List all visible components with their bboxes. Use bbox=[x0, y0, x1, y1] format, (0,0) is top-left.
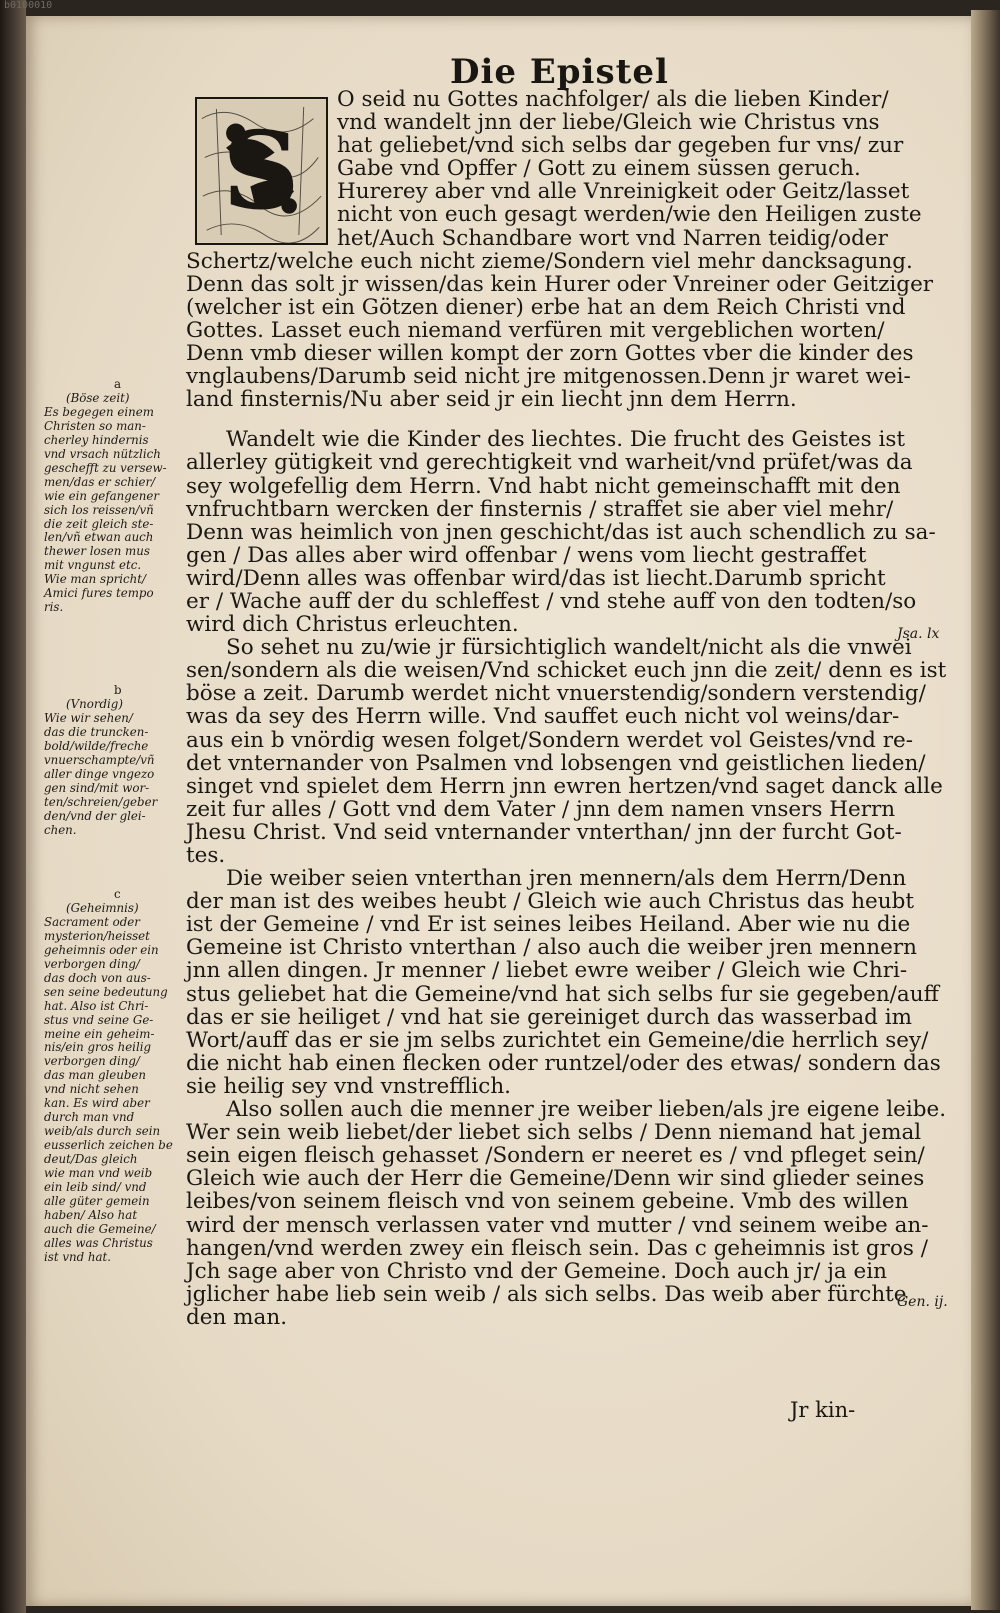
gloss-line: sen seine bedeutung bbox=[44, 984, 168, 999]
gloss-line: bold/wilde/freche bbox=[44, 738, 149, 753]
gloss-line: men/das er schier/ bbox=[44, 474, 156, 489]
gloss-line: Amici fures tempo bbox=[44, 586, 154, 601]
gloss-mark: c bbox=[114, 887, 121, 901]
gloss-line: nis/ein gros heilig bbox=[44, 1040, 152, 1055]
gloss-mark: b bbox=[114, 683, 122, 697]
text-line: vnd wandelt jnn der liebe/Gleich wie Christus vns bbox=[337, 110, 880, 136]
text-line: land finsternis/Nu aber seid jr ein liecht jnn dem Herrn. bbox=[186, 387, 797, 413]
gloss-line: durch man vnd bbox=[44, 1110, 135, 1125]
text-line: wird der mensch verlassen vater vnd mutter / vnd seinem weibe an- bbox=[186, 1212, 929, 1238]
gloss-line: wie man vnd weib bbox=[44, 1166, 153, 1181]
gloss-line: weib/als durch sein bbox=[44, 1124, 161, 1139]
text-line: vnglaubens/Darumb seid nicht jre mitgenossen.Denn jr waret wei- bbox=[186, 364, 911, 390]
book-spine bbox=[0, 0, 26, 1613]
margin-gloss-b bbox=[44, 684, 182, 837]
gloss-line: Es begegen einem bbox=[44, 404, 154, 419]
gloss-line: Sacrament oder bbox=[44, 914, 140, 929]
gloss-line: geschefft zu versew- bbox=[44, 460, 167, 475]
text-line: Jhesu Christ. Vnd seid vnternander vnterthan/ jnn der furcht Got- bbox=[186, 819, 902, 845]
text-line: sen/sondern als die weisen/Vnd schicket euch jnn die zeit/ denn es ist bbox=[186, 658, 947, 684]
text-line: Jch sage aber von Christo vnd der Gemeine. Doch auch jr/ ja ein bbox=[186, 1258, 887, 1284]
text-line: Die weiber seien vnterthan jren mennern/als dem Herrn/Denn bbox=[226, 866, 907, 892]
gloss-line: alle güter gemein bbox=[44, 1193, 150, 1208]
gloss-line: stus vnd seine Ge- bbox=[44, 1012, 154, 1027]
gloss-line: ten/schreien/geber bbox=[44, 794, 158, 809]
initial-letter-glyph: S bbox=[222, 108, 300, 234]
text-line: vnfruchtbarn wercken der finsternis / straffet sie aber viel mehr/ bbox=[186, 496, 894, 522]
gloss-line: ris. bbox=[44, 600, 64, 615]
gloss-line: Wie man spricht/ bbox=[44, 572, 146, 587]
text-line: allerley gütigkeit vnd gerechtigkeit vnd warheit/vnd prüfet/was da bbox=[186, 450, 913, 476]
paragraph-gap bbox=[186, 411, 868, 428]
gloss-line: ein leib sind/ vnd bbox=[44, 1180, 147, 1195]
text-line: ist der Gemeine / vnd Er ist seines leibes Heiland. Aber wie nu die bbox=[186, 912, 911, 938]
text-line: wird dich Christus erleuchten. bbox=[186, 612, 519, 638]
gloss-line: mysterion/heisset bbox=[44, 928, 150, 943]
text-line: Hurerey aber vnd alle Vnreinigkeit oder Geitz/lasset bbox=[337, 179, 910, 205]
margin-reference-genesis: Gen. ij. bbox=[897, 1294, 948, 1310]
text-line: hangen/vnd werden zwey ein fleisch sein. Das c geheimnis ist gros / bbox=[186, 1235, 929, 1261]
text-line: Also sollen auch die menner jre weiber lieben/als jre eigene leibe. bbox=[226, 1097, 947, 1123]
text-line: wird/Denn alles was offenbar wird/das ist liecht.Darumb spricht bbox=[186, 565, 886, 591]
gloss-heading: (Böse zeit) bbox=[66, 390, 130, 405]
text-line: Wer sein weib liebet/der liebet sich selbs / Denn niemand hat jemal bbox=[186, 1120, 922, 1146]
text-line: der man ist des weibes heubt / Gleich wie auch Christus das heubt bbox=[186, 889, 915, 915]
text-line: sie heilig sey vnd vnstrefflich. bbox=[186, 1073, 512, 1099]
gloss-line: meine ein geheim- bbox=[44, 1026, 155, 1041]
gloss-line: das die truncken- bbox=[44, 724, 149, 739]
gloss-line: cherley hindernis bbox=[44, 432, 149, 447]
gloss-line: vnd nicht sehen bbox=[44, 1082, 139, 1097]
gloss-line: das doch von aus- bbox=[44, 970, 151, 985]
gloss-heading: (Geheimnis) bbox=[66, 900, 139, 915]
gloss-line: wie ein gefangener bbox=[44, 488, 159, 503]
text-line: Denn das solt jr wissen/das kein Hurer oder Vnreiner oder Geitziger bbox=[186, 271, 934, 297]
scan-id-stamp: b0100010 bbox=[4, 0, 53, 11]
gloss-line: vnd vrsach nützlich bbox=[44, 446, 161, 461]
gloss-line: den/vnd der glei- bbox=[44, 808, 146, 823]
text-line: So sehet nu zu/wie jr fürsichtiglich wandelt/nicht als die vnwei bbox=[226, 635, 912, 661]
text-line: stus geliebet hat die Gemeine/vnd hat sich selbs fur sie gegeben/auff bbox=[186, 981, 939, 1007]
text-line: leibes/von seinem fleisch vnd von seinem gebeine. Vmb des willen bbox=[186, 1189, 909, 1215]
text-line: Gottes. Lasset euch niemand verfüren mit vergeblichen worten/ bbox=[186, 317, 885, 343]
gloss-line: mit vngunst etc. bbox=[44, 558, 142, 573]
text-line: Gemeine ist Christo vnterthan / also auch die weiber jren mennern bbox=[186, 935, 917, 961]
gloss-line: hat. Also ist Chri- bbox=[44, 998, 149, 1013]
gloss-line: auch die Gemeine/ bbox=[44, 1221, 156, 1236]
text-line: zeit fur alles / Gott vnd dem Vater / jnn dem namen vnsers Herrn bbox=[186, 796, 896, 822]
gloss-heading: (Vnordig) bbox=[66, 696, 123, 711]
text-line: er / Wache auff der du schleffest / vnd stehe auff von den todten/so bbox=[186, 588, 917, 614]
text-line: nicht von euch gesagt werden/wie den Heiligen zuste bbox=[337, 202, 922, 228]
margin-gloss-a bbox=[44, 378, 182, 615]
gloss-line: Wie wir sehen/ bbox=[44, 710, 133, 725]
gloss-line: kan. Es wird aber bbox=[44, 1096, 150, 1111]
text-line: Wandelt wie die Kinder des liechtes. Die frucht des Geistes ist bbox=[226, 427, 905, 453]
text-line: het/Auch Schandbare wort vnd Narren teidig/oder bbox=[337, 225, 888, 251]
text-line: Gleich wie auch der Herr die Gemeine/Denn wir sind glieder seines bbox=[186, 1166, 925, 1192]
text-line: böse a zeit. Darumb werdet nicht vnuerstendig/sondern verstendig/ bbox=[186, 681, 926, 707]
gloss-line: verborgen ding/ bbox=[44, 1054, 140, 1069]
text-line: sein eigen fleisch gehasset /Sondern er neeret es / vnd pfleget sein/ bbox=[186, 1143, 925, 1169]
gloss-line: chen. bbox=[44, 822, 77, 837]
text-line: sey wolgefellig dem Herrn. Vnd habt nicht gemeinschafft mit den bbox=[186, 473, 901, 499]
text-line: die nicht hab einen flecken oder runtzel/oder des etwas/ sondern das bbox=[186, 1050, 941, 1076]
text-line: Denn vmb dieser willen kompt der zorn Gottes vber die kinder des bbox=[186, 341, 914, 367]
text-line: det vnternander von Psalmen vnd lobsengen vnd geistlichen lieden/ bbox=[186, 750, 926, 776]
text-line: aus ein b vnördig wesen folget/Sondern werdet vol Geistes/vnd re- bbox=[186, 727, 914, 753]
text-line: hat geliebet/vnd sich selbs dar gegeben fur vns/ zur bbox=[337, 133, 904, 159]
text-line: O seid nu Gottes nachfolger/ als die lieben Kinder/ bbox=[337, 87, 889, 112]
gloss-line: aller dinge vngezo bbox=[44, 766, 155, 781]
text-line: das er sie heiliget / vnd hat sie gereiniget durch das wasserbad im bbox=[186, 1004, 913, 1030]
gloss-line: vnuerschampte/vñ bbox=[44, 752, 155, 767]
gloss-line: deut/Das gleich bbox=[44, 1152, 138, 1167]
gloss-line: Christen so man- bbox=[44, 418, 146, 433]
gloss-mark: a bbox=[114, 377, 122, 391]
text-line: Gabe vnd Opffer / Gott zu einem süssen geruch. bbox=[337, 156, 861, 182]
margin-reference-isaiah: Jsa. lx bbox=[897, 626, 940, 642]
text-line: Wort/auff das er sie jm selbs zurichtet ein Gemeine/die herrlich sey/ bbox=[186, 1027, 929, 1053]
page-edge bbox=[971, 10, 1000, 1610]
text-line: jglicher habe lieb sein weib / als sich selbs. Das weib aber fürchte bbox=[186, 1281, 907, 1307]
text-line: Denn was heimlich von jnen geschicht/das ist auch schendlich zu sa- bbox=[186, 519, 936, 545]
text-line: Schertz/welche euch nicht zieme/Sondern viel mehr dancksagung. bbox=[186, 248, 913, 274]
page-title: Die Epistel bbox=[450, 52, 669, 92]
gloss-line: gen sind/mit wor- bbox=[44, 780, 150, 795]
text-line: tes. bbox=[186, 843, 226, 868]
gloss-line: ist vnd hat. bbox=[44, 1249, 112, 1264]
gloss-line: verborgen ding/ bbox=[44, 956, 140, 971]
gloss-line: sich los reissen/vñ bbox=[44, 502, 154, 517]
text-line: den man. bbox=[186, 1304, 288, 1330]
text-line: (welcher ist ein Götzen diener) erbe hat an dem Reich Christi vnd bbox=[186, 294, 906, 320]
gloss-line: len/vñ etwan auch bbox=[44, 530, 154, 545]
margin-gloss-c bbox=[44, 888, 182, 1265]
gloss-line: alles was Christus bbox=[44, 1235, 153, 1250]
gloss-line: die zeit gleich ste- bbox=[44, 516, 154, 531]
text-line: gen / Das alles aber wird offenbar / wens vom liecht gestraffet bbox=[186, 542, 867, 568]
text-line: singet vnd spielet dem Herrn jnn ewren hertzen/vnd saget danck alle bbox=[186, 773, 943, 799]
gloss-line: eusserlich zeichen be bbox=[44, 1138, 173, 1153]
text-line: jnn allen dingen. Jr menner / liebet ewre weiber / Gleich wie Chri- bbox=[186, 958, 908, 984]
catchword: Jr kin- bbox=[790, 1398, 856, 1422]
gloss-line: thewer losen mus bbox=[44, 544, 150, 559]
gloss-line: das man gleuben bbox=[44, 1068, 146, 1083]
gloss-line: haben/ Also hat bbox=[44, 1207, 138, 1222]
gloss-line: geheimnis oder ein bbox=[44, 942, 159, 957]
text-line: was da sey des Herrn wille. Vnd sauffet euch nicht vol weins/dar- bbox=[186, 704, 900, 730]
